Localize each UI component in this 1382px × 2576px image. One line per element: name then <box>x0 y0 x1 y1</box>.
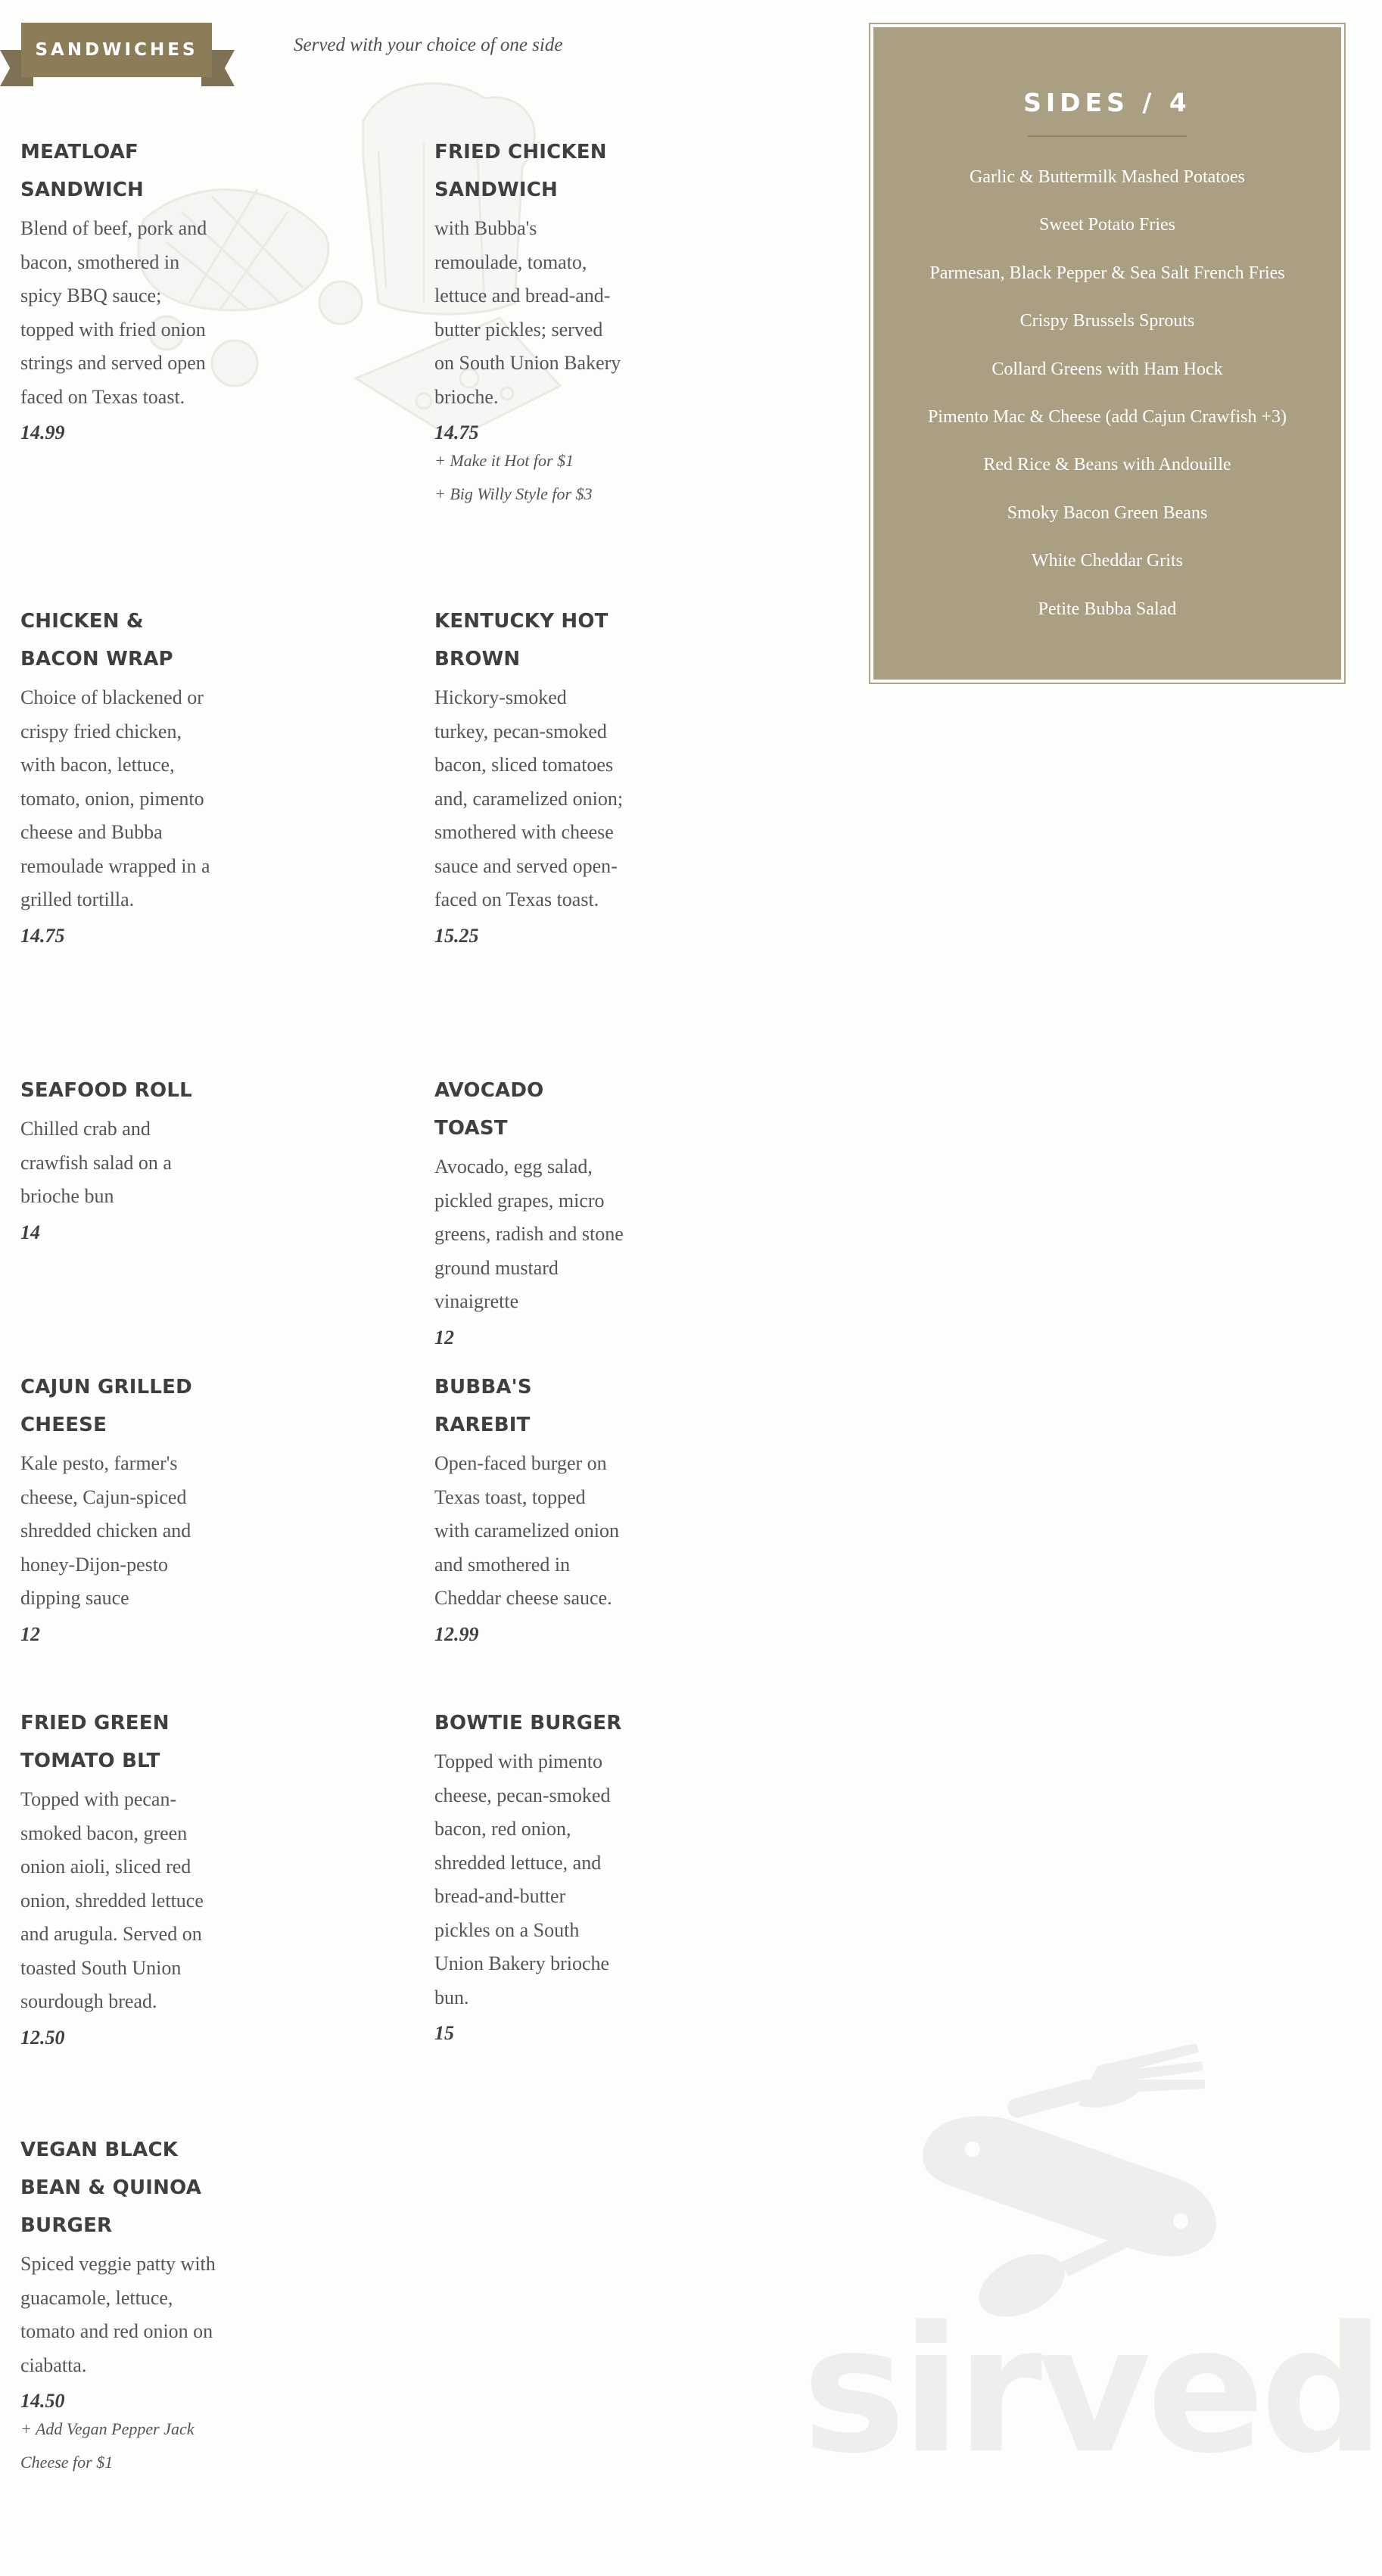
sides-title: SIDES / 4 <box>1023 88 1191 117</box>
menu-item-kentucky-hot-brown <box>434 602 624 947</box>
side-item: Petite Bubba Salad <box>1038 599 1177 619</box>
item-price: 14.50 <box>20 2390 65 2412</box>
side-item: Collard Greens with Ham Hock <box>991 359 1223 379</box>
sides-divider <box>1028 135 1187 137</box>
item-description: Blend of beef, pork and bacon, smothered in spicy BBQ sauce; topped with fried onion strings and served open faced on Texas toast. <box>20 217 207 408</box>
item-price: 12.99 <box>434 1622 479 1645</box>
sides-panel-inner <box>873 27 1341 680</box>
item-name: BOWTIE BURGER <box>434 1712 622 1734</box>
item-name: KENTUCKY HOT BROWN <box>434 610 609 670</box>
item-name: FRIED GREEN TOMATO BLT <box>20 1712 170 1772</box>
item-price: 14.99 <box>20 422 65 443</box>
item-name: AVOCADO TOAST <box>434 1079 544 1140</box>
item-name: CAJUN GRILLED CHEESE <box>20 1376 192 1436</box>
item-description: Choice of blackened or crispy fried chicken, with bacon, lettuce, tomato, onion, pimento cheese and Bubba remoulade wrapped in a grilled tortilla. <box>20 686 210 910</box>
watermark-logo-text: sirved <box>802 2290 1380 2492</box>
menu-item-vegan-black-bean-quinoa-burger <box>20 2131 217 2479</box>
menu-item-chicken-bacon-wrap <box>20 602 217 947</box>
menu-item-avocado-toast <box>434 1072 624 1349</box>
item-description: Open-faced burger on Texas toast, topped with caramelized onion and smothered in Cheddar cheese sauce. <box>434 1452 620 1609</box>
item-name: CHICKEN & BACON WRAP <box>20 610 173 670</box>
menu-item-cajun-grilled-cheese <box>20 1368 217 1646</box>
item-description: Topped with pimento cheese, pecan-smoked bacon, red onion, shredded lettuce, and bread-and-butter pickles on a South Union Bakery brioche bun. <box>434 1750 611 2008</box>
item-description: with Bubba's remoulade, tomato, lettuce and bread-and-butter pickles; served on South Union Bakery brioche. <box>434 217 621 408</box>
side-item: Red Rice & Beans with Andouille <box>983 455 1231 475</box>
side-item: Sweet Potato Fries <box>1039 215 1175 235</box>
item-price: 15 <box>434 2022 454 2044</box>
item-price: 14.75 <box>434 422 479 443</box>
item-price: 12.50 <box>20 2026 65 2049</box>
menu-item-bowtie-burger <box>434 1704 624 2045</box>
menu-item-bubbas-rarebit <box>434 1368 624 1646</box>
item-price: 12 <box>20 1622 40 1645</box>
side-item: Garlic & Buttermilk Mashed Potatoes <box>970 167 1245 187</box>
item-description: Topped with pecan-smoked bacon, green onion aioli, sliced red onion, shredded lettuce and arugula. Served on toasted South Union sourdough bread. <box>20 1788 204 2012</box>
menu-item-fried-green-tomato-blt <box>20 1704 217 2049</box>
side-item: Smoky Bacon Green Beans <box>1007 502 1208 523</box>
item-name: MEATLOAF SANDWICH <box>20 141 144 201</box>
item-name: VEGAN BLACK BEAN & QUINOA BURGER <box>20 2139 202 2237</box>
item-addon: + Add Vegan Pepper Jack Cheese for $1 <box>20 2419 195 2472</box>
item-name: FRIED CHICKEN SANDWICH <box>434 141 607 201</box>
item-addon: + Big Willy Style for $3 <box>434 484 593 503</box>
item-description: Kale pesto, farmer's cheese, Cajun-spiced shredded chicken and honey-Dijon-pesto dipping sauce <box>20 1452 191 1609</box>
sides-panel <box>869 23 1346 684</box>
item-price: 12 <box>434 1326 454 1349</box>
item-name: BUBBA'S RAREBIT <box>434 1376 532 1436</box>
item-name: SEAFOOD ROLL <box>20 1079 192 1102</box>
item-price: 14 <box>20 1221 40 1243</box>
side-item: Parmesan, Black Pepper & Sea Salt French Fries <box>929 263 1285 283</box>
side-item: Pimento Mac & Cheese (add Cajun Crawfish +3) <box>927 407 1287 428</box>
section-subtitle: Served with your choice of one side <box>294 35 563 55</box>
side-item: White Cheddar Grits <box>1032 551 1183 571</box>
menu-item-fried-chicken-sandwich <box>434 133 624 511</box>
item-price: 14.75 <box>20 924 65 947</box>
item-description: Avocado, egg salad, pickled grapes, micro greens, radish and stone ground mustard vinaigrette <box>434 1156 624 1312</box>
section-title: SANDWICHES <box>21 23 212 77</box>
item-description: Chilled crab and crawfish salad on a brioche bun <box>20 1118 172 1207</box>
item-price: 15.25 <box>434 924 479 947</box>
side-item: Crispy Brussels Sprouts <box>1019 311 1195 331</box>
section-banner <box>0 23 235 86</box>
item-addon: + Make it Hot for $1 <box>434 451 574 470</box>
menu-item-seafood-roll <box>20 1072 217 1244</box>
item-description: Spiced veggie patty with guacamole, lettuce, tomato and red onion on ciabatta. <box>20 2253 216 2376</box>
item-description: Hickory-smoked turkey, pecan-smoked bacon, sliced tomatoes and, caramelized onion; smothered with cheese sauce and served open-faced on Texas toast. <box>434 686 624 910</box>
menu-item-meatloaf-sandwich <box>20 133 217 444</box>
